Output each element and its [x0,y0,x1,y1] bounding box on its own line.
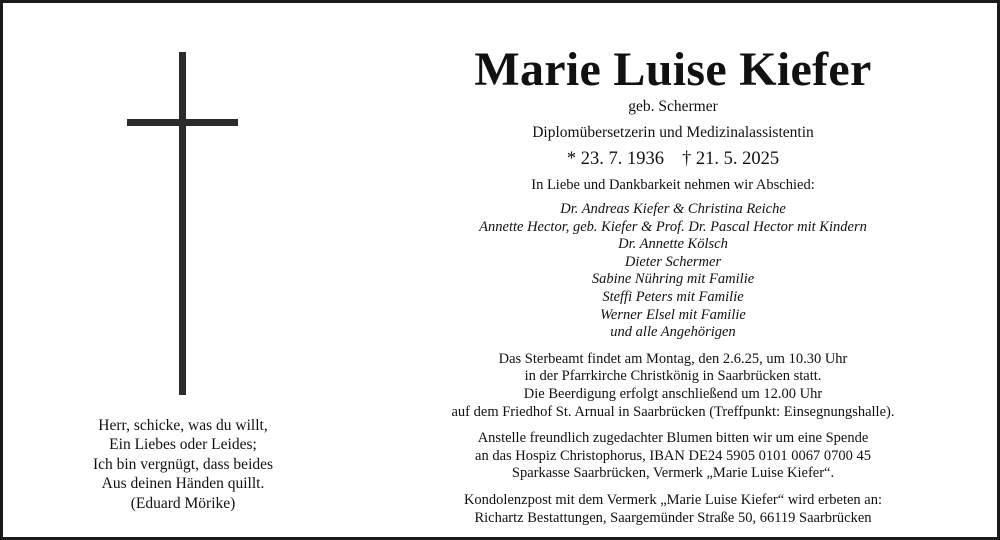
farewell-line: In Liebe und Dankbarkeit nehmen wir Abschied: [531,177,815,193]
poem-author: (Eduard Mörike) [130,494,236,512]
condolence-line: Richartz Bestattungen, Saargemünder Straße 50, 66119 Saarbrücken [474,509,872,526]
service-info [403,351,943,421]
mourner: Dieter Schermer [624,253,722,270]
donation-line: Anstelle freundlich zugedachter Blumen bitten wir um eine Spende [477,430,869,447]
mourner: Sabine Nühring mit Familie [591,271,755,288]
life-dates [403,147,943,171]
donation-line: an das Hospiz Christophorus, IBAN DE24 5905 0101 0067 0700 45 [475,447,871,464]
service-line: Das Sterbeamt findet am Montag, den 2.6.25, um 10.30 Uhr [498,350,848,367]
mourner: Steffi Peters mit Familie [602,288,744,305]
profession: Diplomübersetzerin und Medizinalassistentin [532,124,814,141]
condolence-info [403,492,943,527]
service-line: Die Beerdigung erfolgt anschließend um 12.00 Uhr [523,385,823,402]
cross-horizontal-bar [127,119,238,126]
mourners-list [403,201,943,342]
deceased-name: Marie Luise Kiefer [474,43,872,96]
mourner: Dr. Andreas Kiefer & Christina Reiche [560,201,786,217]
poem [63,416,303,513]
service-line: auf dem Friedhof St. Arnual in Saarbrücken (Treffpunkt: Einsegnungshalle). [451,403,895,420]
mourner: und alle Angehörigen [610,324,736,341]
birth-date: * 23. 7. 1936 [566,149,664,169]
donation-info [403,430,943,483]
mourner: Werner Elsel mit Familie [600,306,746,323]
death-date: † 21. 5. 2025 [682,149,780,169]
mourner: Dr. Annette Kölsch [618,236,728,253]
poem-line: Herr, schicke, was du willt, [98,417,268,434]
birth-name: geb. Schermer [628,98,718,115]
cross-vertical-bar [179,52,186,395]
poem-line: Ein Liebes oder Leides; [109,436,257,454]
notice-main [403,39,943,527]
mourner: Annette Hector, geb. Kiefer & Prof. Dr. Pascal Hector mit Kindern [479,218,867,235]
service-line: in der Pfarrkirche Christkönig in Saarbrücken statt. [524,368,822,385]
donation-line: Sparkasse Saarbrücken, Vermerk „Marie Luise Kiefer“. [511,465,835,482]
poem-line: Aus deinen Händen quillt. [101,475,265,493]
poem-line: Ich bin vergnügt, dass beides [92,455,274,473]
condolence-line: Kondolenzpost mit dem Vermerk „Marie Luise Kiefer“ wird erbeten an: [463,491,883,508]
